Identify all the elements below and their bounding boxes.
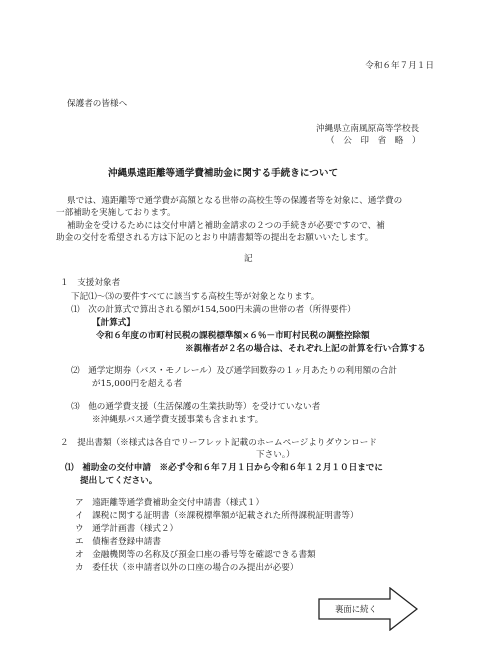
formula: 令和６年度の市町村民税の課税標準額×６％－市町村民税の調整控除額 (96, 331, 370, 341)
requirement-2-line-1: ⑵ 通学定期券（バス・モノレール）及び通学回数券の１ヶ月あたりの利用額の合計 (71, 366, 397, 376)
seal-omitted: （ 公 印 省 略 ） (326, 136, 421, 146)
document-item: オ 金融機関等の名称及び預金口座の番号等を確認できる書類 (75, 550, 316, 560)
formula-label: 【計算式】 (92, 318, 135, 328)
requirement-3-line-2: ※沖縄県バス通学費支援事業も含まれます。 (92, 415, 264, 425)
page-title: 沖縄県遠距離等通学費補助金に関する手続きについて (108, 168, 339, 179)
section-1-heading: １ 支援対象者 (60, 278, 121, 288)
section-1-lead: 下記⑴～⑶の要件すべてに該当する高校生等が対象となります。 (71, 292, 320, 302)
requirement-1: ⑴ 次の計算式で算出される額が154,500円未満の世帯の者（所得要件） (71, 305, 356, 315)
section-2-heading-line-1: ２ 提出書類（※様式は各自でリーフレット記載のホームページよりダウンロード (60, 438, 377, 448)
document-item: ウ 通学計画書（様式２） (75, 524, 179, 534)
continued-on-back-label: 裏面に続く (335, 604, 377, 614)
requirement-3-line-1: ⑶ 他の通学費支援（生活保護の生業扶助等）を受けていない者 (71, 402, 321, 412)
document-item: エ 債権者登録申請書 (75, 537, 161, 547)
formula-note: ※親権者が２名の場合は、それぞれ上記の計算を行い合算する (185, 344, 426, 354)
document-item: イ 課税に関する証明書（※課税標準額が記載された所得課税証明書等） (75, 511, 359, 521)
intro-line-4: 助金の交付を希望される方は下記のとおり申請書類等の提出をお願いいたします。 (56, 233, 374, 243)
subsection-1-line-1: ⑴ 補助金の交付申請 ※必ず令和６年７月１日から令和６年１２月１０日までに (65, 463, 383, 473)
intro-line-3: 補助金を受けるためには交付申請と補助金請求の２つの手続きが必要ですので、補 (67, 221, 385, 231)
ki-heading: 記 (244, 254, 253, 264)
date: 令和６年７月１日 (365, 61, 434, 71)
school-name: 沖縄県立南風原高等学校長 (316, 124, 420, 134)
subsection-1-line-2: 提出してください。 (80, 476, 158, 486)
document-item: ア 遠距離等通学費補助金交付申請書（様式１） (75, 498, 265, 508)
requirement-2-line-2: が15,000円を超える者 (92, 379, 183, 389)
section-2-heading-line-2: 下さい。） (256, 450, 295, 460)
intro-line-2: 一部補助を実施しております。 (56, 208, 176, 218)
intro-line-1: 県では、遠距離等で通学費が高額となる世帯の高校生等の保護者等を対象に、通学費の (67, 196, 403, 206)
addressee: 保護者の皆様へ (67, 99, 128, 109)
document-item: カ 委任状（※申請者以外の口座の場合のみ提出が必要） (75, 563, 299, 573)
